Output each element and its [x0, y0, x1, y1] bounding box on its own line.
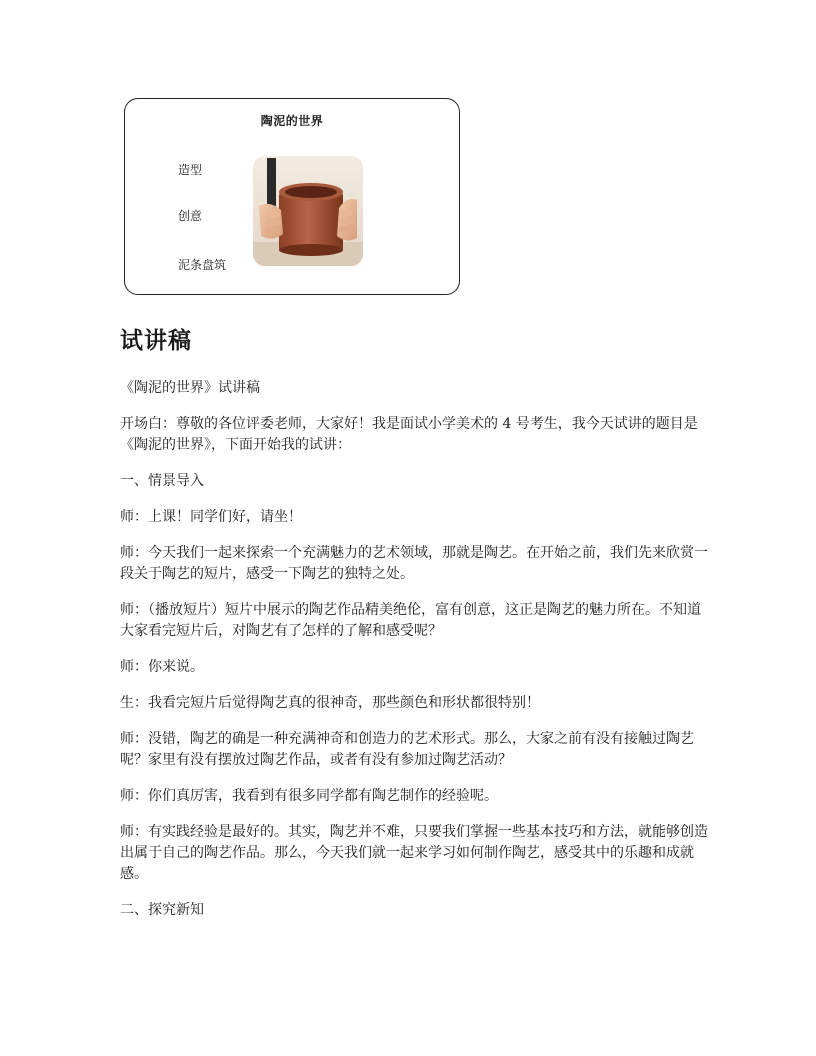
paragraph: 师：（播放短片）短片中展示的陶艺作品精美绝伦，富有创意，这正是陶艺的魅力所在。不知道大家看完短片后，对陶艺有了怎样的了解和感受呢？ — [120, 602, 701, 639]
slide-title: 陶泥的世界 — [260, 114, 324, 128]
paragraph: 师：没错，陶艺的确是一种充满神奇和创造力的艺术形式。那么，大家之前有没有接触过陶艺呢？家里有没有摆放过陶艺作品，或者有没有参加过陶艺活动？ — [120, 731, 694, 768]
paragraph: 生：我看完短片后觉得陶艺真的很神奇，那些颜色和形状都很特别！ — [120, 695, 540, 711]
section-heading: 一、情景导入 — [120, 473, 204, 489]
slide-item-shape: 造型 — [178, 163, 203, 177]
page-heading: 试讲稿 — [120, 328, 192, 354]
slide-item-creativity: 创意 — [178, 209, 203, 223]
paragraph: 师：你来说。 — [120, 659, 204, 675]
paragraph: 开场白：尊敬的各位评委老师，大家好！我是面试小学美术的 4 号考生，我今天试讲的题目是《陶泥的世界》，下面开始我的试讲： — [120, 416, 698, 453]
document-body — [120, 378, 710, 936]
clay-pot-photo — [253, 156, 363, 266]
paragraph: 师：上课！同学们好，请坐！ — [120, 509, 302, 525]
slide-item-coil-building: 泥条盘筑 — [178, 258, 227, 272]
doc-title-line: 《陶泥的世界》试讲稿 — [120, 380, 260, 396]
paragraph: 师：今天我们一起来探索一个充满魅力的艺术领域，那就是陶艺。在开始之前，我们先来欣赏一段关于陶艺的短片，感受一下陶艺的独特之处。 — [120, 545, 708, 582]
paragraph: 师：有实践经验是最好的。其实，陶艺并不难，只要我们掌握一些基本技巧和方法，就能够创造出属于自己的陶艺作品。那么，今天我们就一起来学习如何制作陶艺，感受其中的乐趣和成就感。 — [120, 824, 708, 882]
section-heading: 二、探究新知 — [120, 902, 204, 918]
paragraph: 师：你们真厉害，我看到有很多同学都有陶艺制作的经验呢。 — [120, 788, 498, 804]
slide-card — [124, 98, 460, 295]
